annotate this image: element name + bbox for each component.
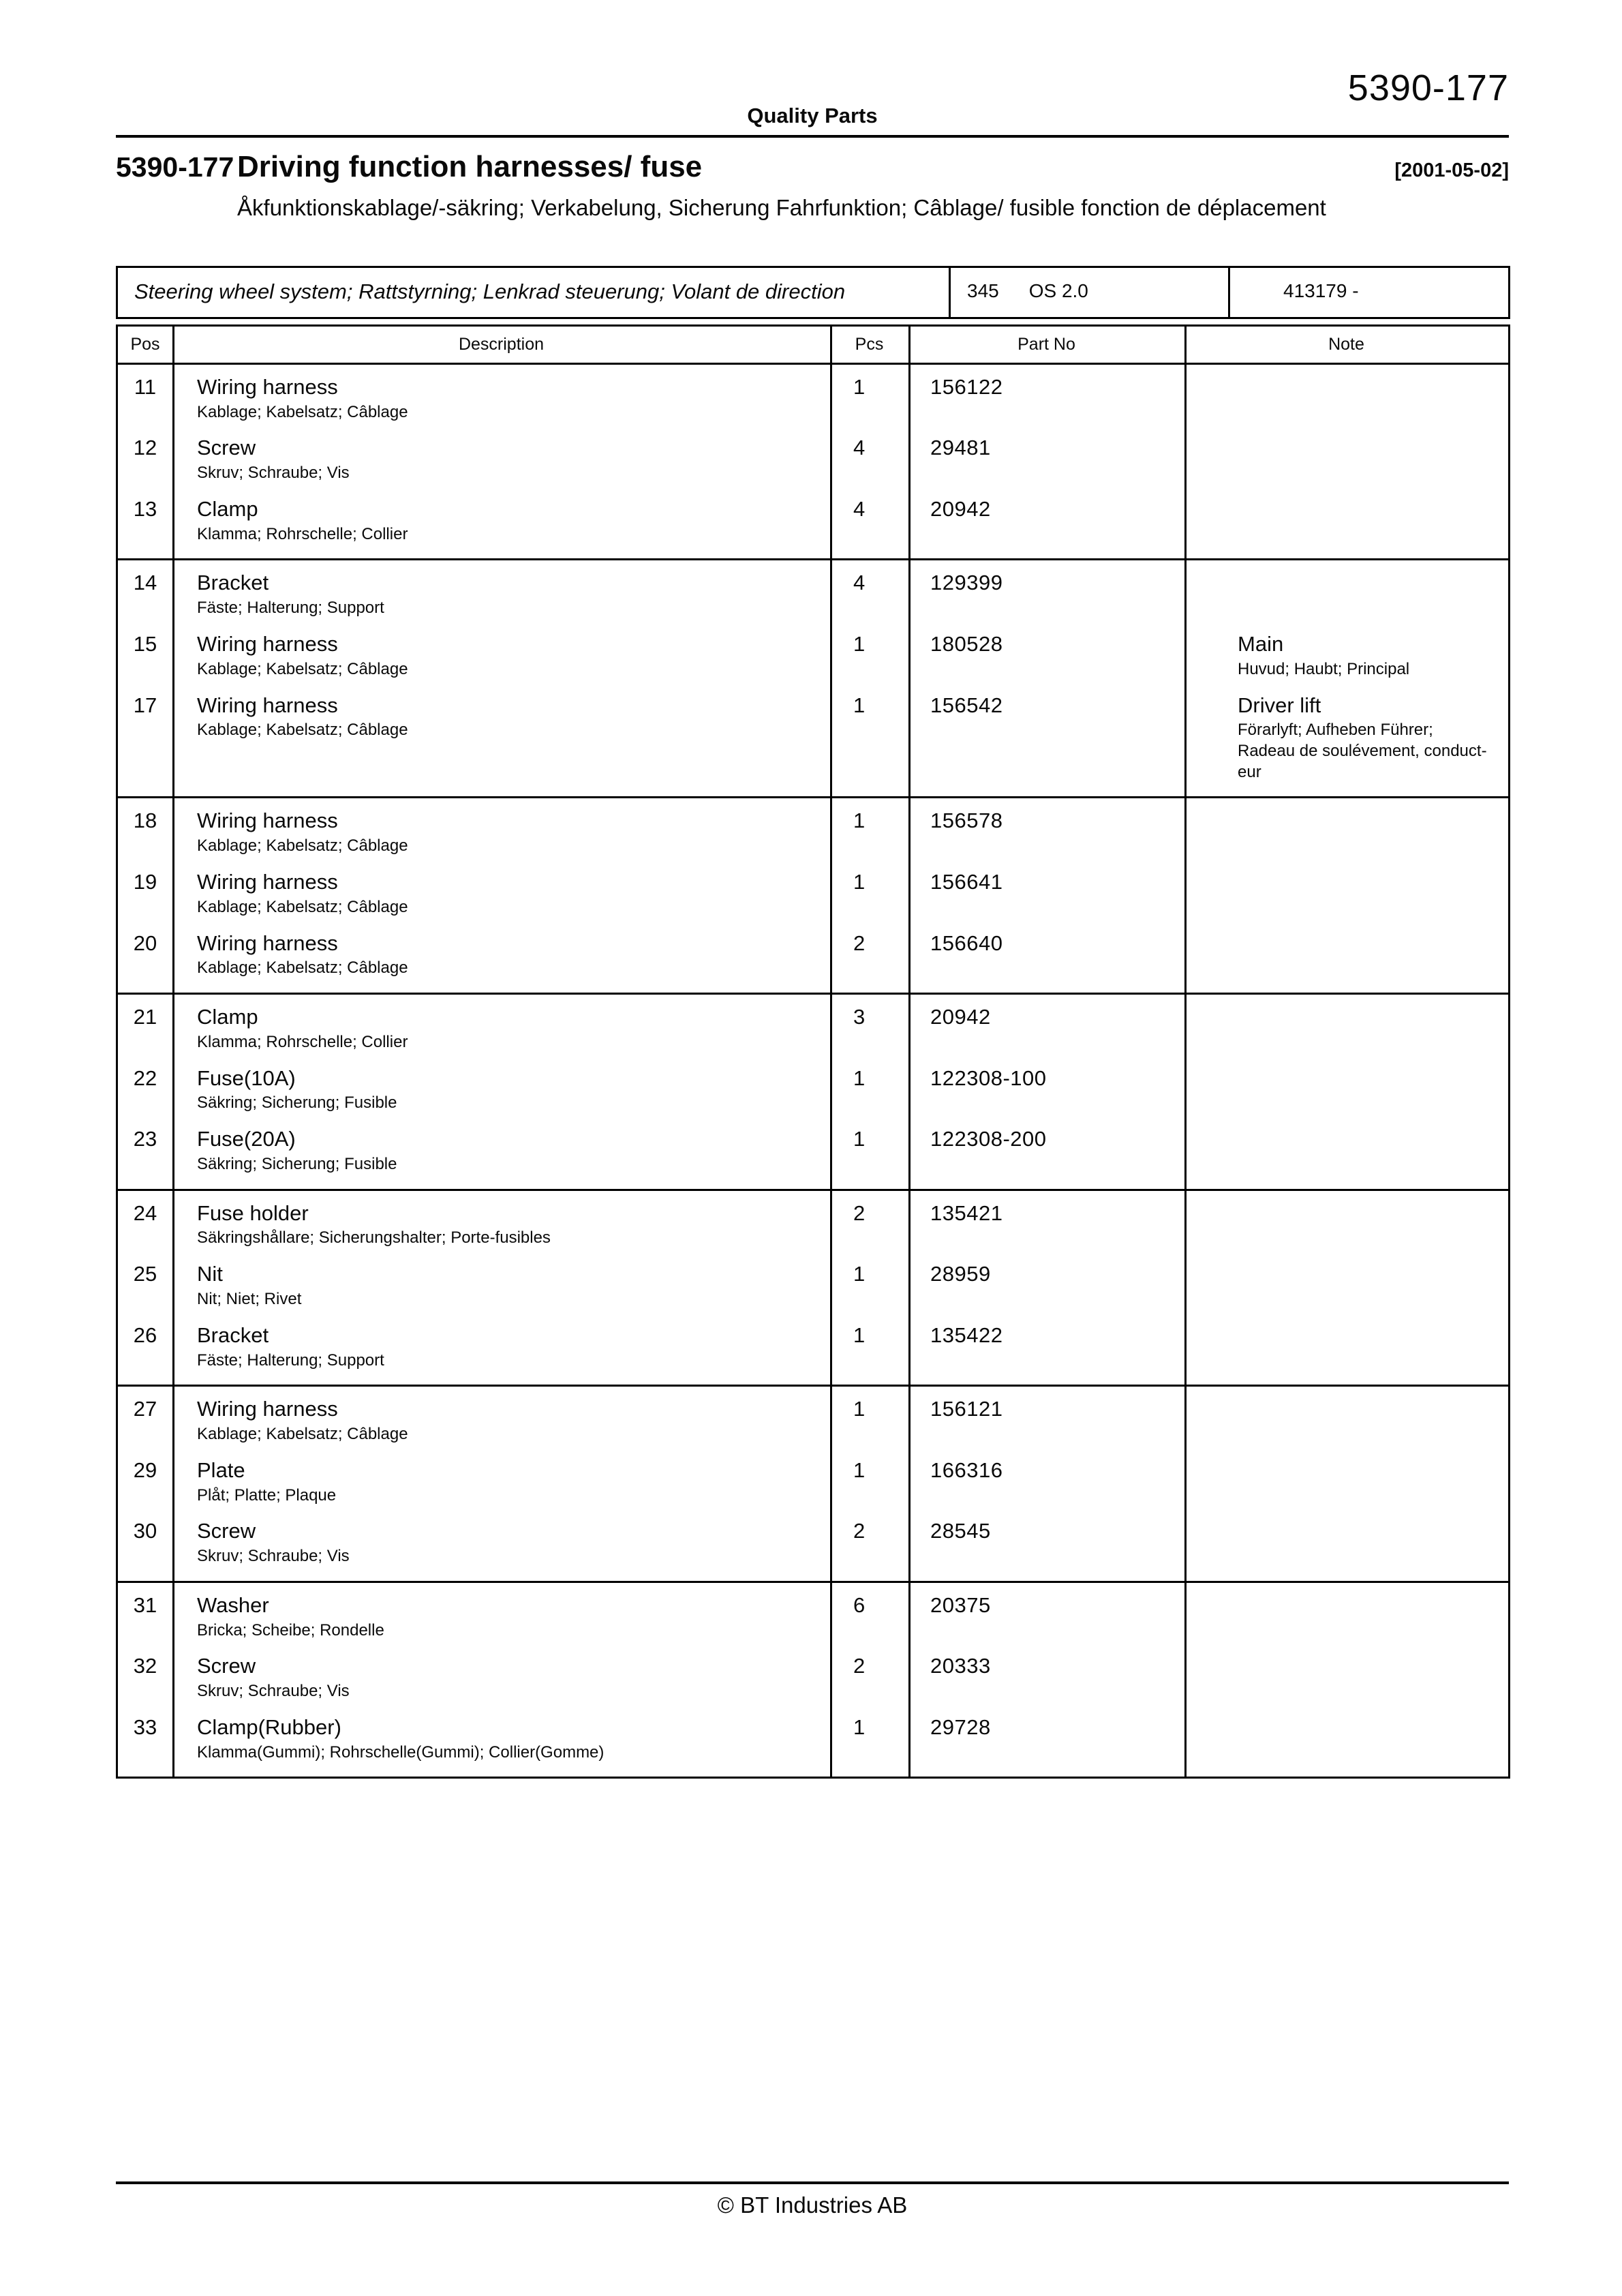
description-translations: Kablage; Kabelsatz; Câblage — [197, 659, 408, 678]
cell-part-no: 156578 — [930, 809, 1003, 833]
cell-note — [1184, 570, 1508, 619]
column-divider — [1184, 327, 1187, 1777]
cell-part-no: 166316 — [930, 1457, 1003, 1482]
col-header-description: Description — [458, 334, 545, 354]
cell-pcs: 4 — [853, 496, 866, 521]
brand-title: Quality Parts — [747, 104, 878, 127]
cell-note — [1184, 435, 1508, 484]
cell-note — [1184, 1004, 1508, 1053]
table-row — [118, 1126, 1508, 1175]
model-cell — [951, 268, 1230, 317]
table-row — [118, 1261, 1508, 1310]
description-translations: Säkringshållare; Sicherungshalter; Porte-fusibles — [197, 1228, 551, 1248]
cell-pos: 19 — [133, 870, 157, 894]
description-translations: Kablage; Kabelsatz; Câblage — [197, 897, 408, 916]
cell-note — [1184, 1592, 1508, 1642]
cell-note — [1184, 1457, 1508, 1507]
cell-note — [1184, 931, 1508, 980]
cell-pos: 29 — [133, 1457, 157, 1482]
cell-pos: 12 — [133, 436, 157, 460]
cell-pcs: 1 — [853, 1397, 866, 1421]
cell-description — [172, 1261, 830, 1310]
cell-pos: 32 — [133, 1654, 157, 1678]
table-row — [118, 1592, 1508, 1642]
description-text: Plate — [197, 1457, 245, 1482]
cell-pcs: 1 — [853, 1127, 866, 1151]
section-band — [116, 266, 1510, 319]
cell-note — [1184, 808, 1508, 857]
table-row — [118, 693, 1508, 783]
cell-part-no: 122308-100 — [930, 1066, 1047, 1090]
cell-part-no: 29728 — [930, 1715, 991, 1739]
header-rule — [116, 135, 1509, 138]
description-text: Bracket — [197, 1323, 269, 1347]
cell-pos: 15 — [133, 631, 157, 656]
cell-pcs: 1 — [853, 1066, 866, 1090]
row-group — [118, 365, 1508, 561]
row-group — [118, 798, 1508, 995]
cell-part-no: 129399 — [930, 571, 1003, 595]
cell-part-no: 28545 — [930, 1519, 991, 1543]
note-text: Main — [1238, 631, 1284, 656]
cell-pcs: 4 — [853, 571, 866, 595]
description-text: Wiring harness — [197, 870, 338, 894]
cell-description — [172, 374, 830, 423]
title-row — [116, 150, 1509, 184]
parts-table — [116, 324, 1510, 1779]
page-title: Driving function harnesses/ fuse — [237, 150, 703, 183]
doc-number: 5390-177 — [1347, 67, 1509, 108]
cell-pos: 14 — [133, 571, 157, 595]
note-translations: Huvud; Haubt; Principal — [1238, 659, 1410, 678]
cell-part-no: 180528 — [930, 631, 1003, 656]
cell-pos: 24 — [133, 1200, 157, 1225]
cell-description — [172, 808, 830, 857]
system-name-text: Steering wheel system; Rattstyrning; Lenkrad steuerung; Volant de direction — [134, 280, 846, 303]
description-text: Fuse(20A) — [197, 1127, 296, 1151]
cell-part-no: 135421 — [930, 1200, 1003, 1225]
description-text: Wiring harness — [197, 631, 338, 656]
cell-pcs: 1 — [853, 809, 866, 833]
col-header-pos: Pos — [130, 334, 160, 354]
cell-pcs: 2 — [853, 1200, 866, 1225]
table-row — [118, 1004, 1508, 1053]
table-row — [118, 631, 1508, 680]
cell-part-no: 28959 — [930, 1262, 991, 1286]
description-translations: Säkring; Sicherung; Fusible — [197, 1093, 397, 1113]
cell-pcs: 1 — [853, 870, 866, 894]
cell-pcs: 1 — [853, 693, 866, 717]
cell-pos: 25 — [133, 1262, 157, 1286]
description-text: Nit — [197, 1262, 223, 1286]
description-translations: Bricka; Scheibe; Rondelle — [197, 1620, 384, 1640]
cell-pcs: 3 — [853, 1005, 866, 1029]
note-translations: Förarlyft; Aufheben Führer; Radeau de soulévement, conduct-eur — [1238, 721, 1487, 781]
cell-description — [172, 931, 830, 980]
column-divider — [172, 327, 174, 1777]
cell-pos: 30 — [133, 1519, 157, 1543]
cell-part-no: 156641 — [930, 870, 1003, 894]
table-row — [118, 869, 1508, 918]
cell-pcs: 1 — [853, 1262, 866, 1286]
cell-pcs: 2 — [853, 931, 866, 955]
cell-pos: 26 — [133, 1323, 157, 1347]
system-name — [118, 268, 951, 317]
cell-description — [172, 1323, 830, 1372]
cell-pos: 21 — [133, 1005, 157, 1029]
cell-pcs: 4 — [853, 436, 866, 460]
description-text: Screw — [197, 1519, 256, 1543]
table-row — [118, 1200, 1508, 1250]
description-text: Screw — [197, 436, 256, 460]
cell-description — [172, 570, 830, 619]
cell-note — [1184, 1396, 1508, 1445]
description-text: Clamp — [197, 496, 258, 521]
cell-note — [1184, 693, 1508, 783]
description-translations: Skruv; Schraube; Vis — [197, 464, 350, 483]
description-translations: Klamma; Rohrschelle; Collier — [197, 524, 408, 543]
table-row — [118, 435, 1508, 484]
serial-range: 413179 - — [1283, 280, 1359, 301]
description-text: Clamp — [197, 1005, 258, 1029]
description-translations: Kablage; Kabelsatz; Câblage — [197, 721, 408, 740]
cell-description — [172, 1653, 830, 1702]
cell-part-no: 29481 — [930, 436, 991, 460]
table-row — [118, 1715, 1508, 1764]
cell-note — [1184, 1715, 1508, 1764]
cell-pos: 22 — [133, 1066, 157, 1090]
cell-pos: 17 — [133, 693, 157, 717]
description-translations: Klamma(Gummi); Rohrschelle(Gummi); Collier(Gomme) — [197, 1742, 605, 1762]
title-translations: Åkfunktionskablage/-säkring; Verkabelung, Sicherung Fahrfunktion; Câblage/ fusible fonction de déplacement — [237, 195, 1326, 220]
section-code: 5390-177 — [116, 151, 234, 183]
cell-note — [1184, 1200, 1508, 1250]
footer-rule — [116, 2181, 1509, 2184]
col-header-pcs: Pcs — [855, 334, 884, 354]
cell-part-no: 20375 — [930, 1592, 991, 1617]
cell-note — [1184, 1066, 1508, 1115]
cell-description — [172, 1518, 830, 1567]
cell-part-no: 20942 — [930, 1005, 991, 1029]
cell-pcs: 2 — [853, 1519, 866, 1543]
cell-pos: 27 — [133, 1397, 157, 1421]
cell-note — [1184, 1653, 1508, 1702]
table-row — [118, 496, 1508, 545]
cell-note — [1184, 1518, 1508, 1567]
cell-pos: 33 — [133, 1715, 157, 1739]
cell-pcs: 1 — [853, 1715, 866, 1739]
description-text: Fuse(10A) — [197, 1066, 296, 1090]
row-group — [118, 560, 1508, 798]
cell-description — [172, 693, 830, 783]
description-text: Wiring harness — [197, 931, 338, 955]
col-header-part-no: Part No — [1017, 334, 1075, 354]
cell-part-no: 20942 — [930, 496, 991, 521]
row-group — [118, 1191, 1508, 1387]
cell-part-no: 156121 — [930, 1397, 1003, 1421]
description-text: Clamp(Rubber) — [197, 1715, 341, 1739]
cell-description — [172, 631, 830, 680]
description-translations: Fäste; Halterung; Support — [197, 1350, 384, 1370]
col-header-note: Note — [1328, 334, 1364, 354]
cell-description — [172, 1457, 830, 1507]
description-translations: Nit; Niet; Rivet — [197, 1290, 302, 1308]
description-text: Wiring harness — [197, 693, 338, 717]
description-text: Wiring harness — [197, 374, 338, 399]
description-text: Screw — [197, 1654, 256, 1678]
cell-note — [1184, 496, 1508, 545]
cell-description — [172, 1004, 830, 1053]
cell-pos: 31 — [133, 1592, 157, 1617]
description-text: Bracket — [197, 571, 269, 595]
cell-part-no: 156542 — [930, 693, 1003, 717]
description-translations: Plåt; Platte; Plaque — [197, 1485, 337, 1505]
cell-description — [172, 1396, 830, 1445]
table-header-row — [118, 327, 1508, 365]
cell-note — [1184, 1323, 1508, 1372]
table-row — [118, 570, 1508, 619]
cell-pos: 13 — [133, 496, 157, 521]
description-translations: Fäste; Halterung; Support — [197, 599, 384, 618]
cell-part-no: 122308-200 — [930, 1127, 1047, 1151]
cell-description — [172, 1200, 830, 1250]
description-text: Wiring harness — [197, 1397, 338, 1421]
description-translations: Kablage; Kabelsatz; Câblage — [197, 836, 408, 856]
description-translations: Kablage; Kabelsatz; Câblage — [197, 958, 408, 978]
table-row — [118, 1066, 1508, 1115]
cell-pos: 23 — [133, 1127, 157, 1151]
cell-description — [172, 1592, 830, 1642]
cell-note — [1184, 1261, 1508, 1310]
os-version: OS 2.0 — [1028, 280, 1088, 301]
cell-description — [172, 1066, 830, 1115]
table-row — [118, 374, 1508, 423]
table-row — [118, 1653, 1508, 1702]
cell-description — [172, 1126, 830, 1175]
cell-description — [172, 869, 830, 918]
cell-pcs: 1 — [853, 631, 866, 656]
cell-pos: 20 — [133, 931, 157, 955]
table-wrap — [116, 266, 1510, 1779]
cell-part-no: 135422 — [930, 1323, 1003, 1347]
column-divider — [908, 327, 911, 1777]
row-group — [118, 1387, 1508, 1583]
cell-pcs: 1 — [853, 1323, 866, 1347]
cell-pcs: 2 — [853, 1654, 866, 1678]
description-text: Wiring harness — [197, 809, 338, 833]
cell-pcs: 1 — [853, 374, 866, 399]
cell-description — [172, 435, 830, 484]
cell-pos: 11 — [134, 374, 157, 399]
description-translations: Skruv; Schraube; Vis — [197, 1682, 350, 1701]
revision-date: [2001-05-02] — [1394, 160, 1509, 181]
description-translations: Klamma; Rohrschelle; Collier — [197, 1032, 408, 1051]
cell-note — [1184, 631, 1508, 680]
cell-description — [172, 496, 830, 545]
model-number: 345 — [967, 280, 999, 301]
description-translations: Skruv; Schraube; Vis — [197, 1547, 350, 1566]
cell-note — [1184, 374, 1508, 423]
cell-note — [1184, 1126, 1508, 1175]
cell-part-no: 156122 — [930, 374, 1003, 399]
description-translations: Säkring; Sicherung; Fusible — [197, 1154, 397, 1173]
table-row — [118, 931, 1508, 980]
table-row — [118, 1323, 1508, 1372]
table-row — [118, 1396, 1508, 1445]
cell-part-no: 156640 — [930, 931, 1003, 955]
table-row — [118, 808, 1508, 857]
row-group — [118, 1583, 1508, 1777]
note-text: Driver lift — [1238, 693, 1321, 717]
cell-note — [1184, 869, 1508, 918]
footer-copyright: © BT Industries AB — [717, 2192, 908, 2218]
cell-description — [172, 1715, 830, 1764]
description-translations: Kablage; Kabelsatz; Câblage — [197, 402, 408, 421]
cell-pos: 18 — [133, 809, 157, 833]
cell-pcs: 1 — [853, 1457, 866, 1482]
table-row — [118, 1457, 1508, 1507]
column-divider — [830, 327, 832, 1777]
title-block — [116, 150, 1509, 224]
cell-pcs: 6 — [853, 1592, 866, 1617]
description-text: Washer — [197, 1592, 269, 1617]
cell-part-no: 20333 — [930, 1654, 991, 1678]
description-translations: Kablage; Kabelsatz; Câblage — [197, 1425, 408, 1444]
row-group — [118, 995, 1508, 1191]
table-body — [118, 365, 1508, 1777]
description-text: Fuse holder — [197, 1200, 309, 1225]
table-row — [118, 1518, 1508, 1567]
